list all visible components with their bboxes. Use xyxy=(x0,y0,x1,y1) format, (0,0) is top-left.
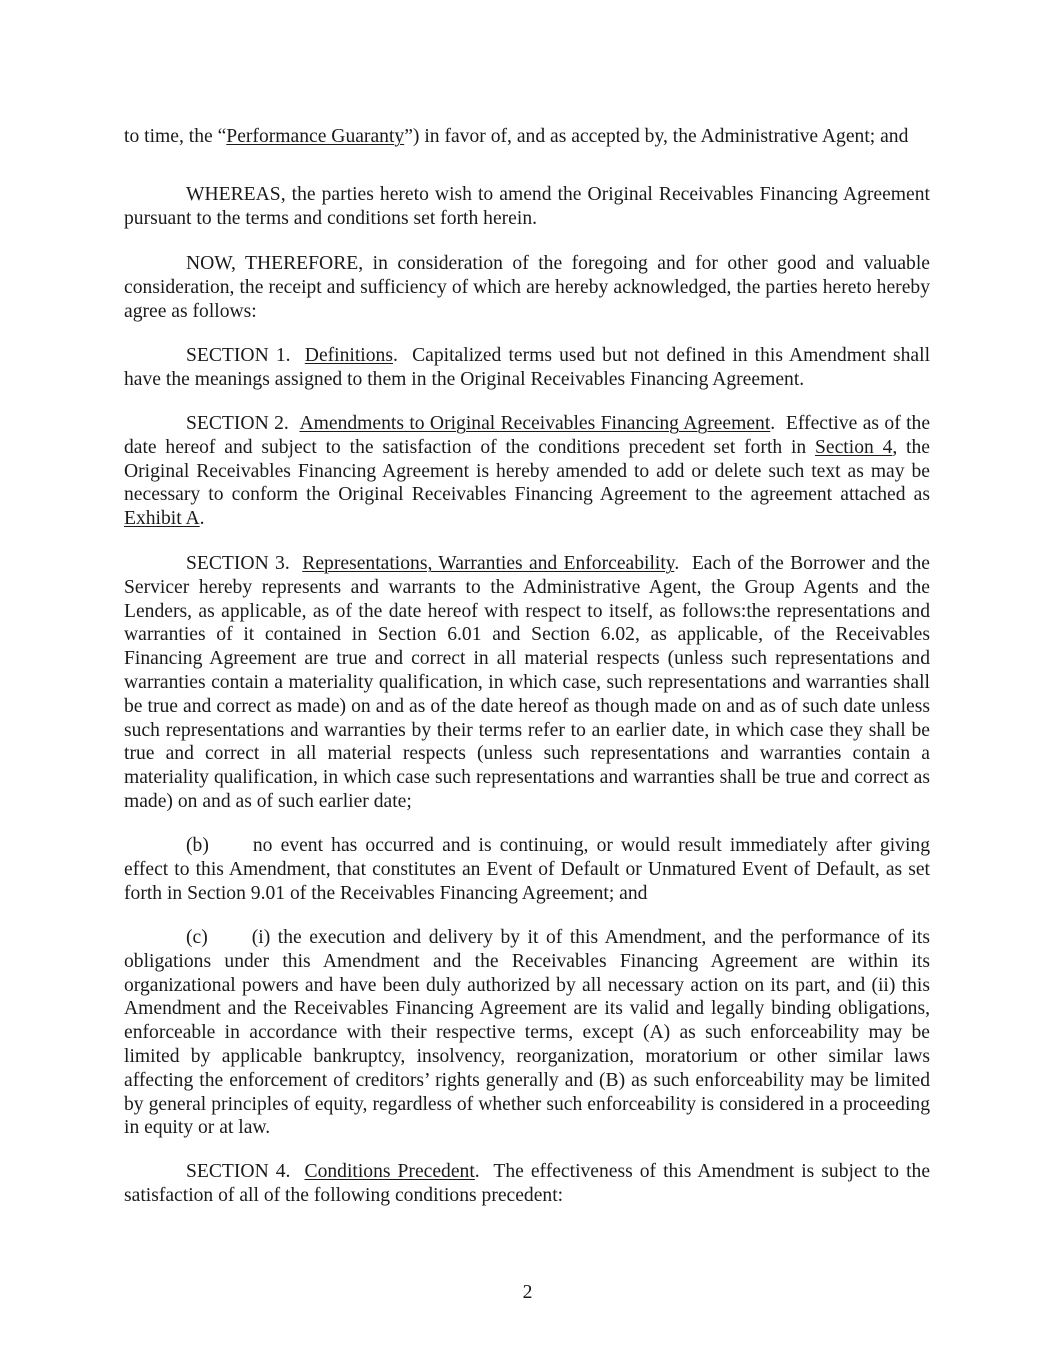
section-4-conditions-precedent: SECTION 4. Conditions Precedent. The effectiveness of this Amendment is subject to the satisfaction of all of the following conditions precedent: xyxy=(124,1161,931,1206)
cross-reference-section-4: Section 4 xyxy=(815,436,893,458)
paragraph-performance-guaranty xyxy=(124,125,930,149)
section-heading: Conditions Precedent xyxy=(304,1161,475,1182)
text: to time, the “ xyxy=(124,126,227,147)
clause-c xyxy=(124,926,930,1140)
cross-reference-exhibit-a: Exhibit A xyxy=(124,508,200,530)
section-3-representations: SECTION 3. Representations, Warranties and Enforceability. Each of the Borrower and the Servicer hereby represents and warrants to the Administrative Agent, the Group Agents and the Lenders, as applicable, as of the date hereof with respect to itself, as follows:the representations and warranties of it contained in Section 6.01 and Section 6.02, as applicable, of the Receivables Financing Agreement are true and correct in all material respects (unless such representations and warranties contain a materiality qualification, in which case, such representations and warranties shall be true and correct as made) on and as of the date hereof as though made on and as of such date unless such representations and warranties by their terms refer to an earlier date, in which case they shall be true and correct in all material respects (unless such representations and warranties contain a materiality qualification, in which case such representations and warranties shall be true and correct as made) on and as of such earlier date; xyxy=(124,553,930,812)
section-number: SECTION 3. xyxy=(186,553,290,574)
section-text: , the Original Receivables Financing Agreement is hereby amended to add or delete such text as may be necessary to conform the Original Receivables Financing Agreement to the agreement attached as xyxy=(124,436,930,506)
section-text: Effective as of the date hereof and subject to the satisfaction of the conditions precedent set forth in xyxy=(124,413,931,458)
section-number: SECTION 4. xyxy=(186,1161,291,1182)
section-text: The effectiveness of this Amendment is subject to the satisfaction of all of the following conditions precedent: xyxy=(124,1161,931,1206)
clause-b xyxy=(124,834,930,905)
section-1-definitions: SECTION 1. Definitions. Capitalized terms used but not defined in this Amendment shall have the meanings assigned to them in the Original Receivables Financing Agreement. xyxy=(124,345,931,390)
section-number: SECTION 2. xyxy=(186,413,289,434)
section-number: SECTION 1. xyxy=(186,345,291,366)
defined-term-performance-guaranty: Performance Guaranty xyxy=(226,126,405,147)
section-text: . xyxy=(199,508,205,530)
section-heading: Definitions xyxy=(304,345,393,366)
section-text: Capitalized terms used but not defined in this Amendment shall have the meanings assigned to them in the Original Receivables Financing Agreement. xyxy=(124,345,931,390)
clause-text: (i) the execution and delivery by it of this Amendment, and the performance of its obligations under this Amendment and the Receivables Financing Agreement are within its organizational powers and have been duly authorized by all necessary action on its part, and (ii) this Amendment and the Receivables Financing Agreement are its valid and legally binding obligations, enforceable in accordance with their respective terms, except (A) as such enforceability may be limited by applicable bankruptcy, insolvency, reorganization, moratorium or other similar laws affecting the enforcement of creditors’ rights generally and (B) as such enforceability may be limited by general principles of equity, regardless of whether such enforceability is considered in a proceeding in equity or at law. xyxy=(124,927,930,1139)
text: ”) in favor of, and as accepted by, the Administrative Agent; and xyxy=(404,126,909,147)
clause-label: (c) xyxy=(186,927,208,948)
page-number: 2 xyxy=(522,1282,533,1303)
paragraph-whereas: WHEREAS, the parties hereto wish to amend the Original Receivables Financing Agreement pursuant to the terms and conditions set forth herein. xyxy=(124,184,930,229)
section-text: Each of the Borrower and the Servicer hereby represents and warrants to the Administrative Agent, the Group Agents and the Lenders, as applicable, as of the date hereof with respect to itself, as follows:the representations and warranties of it contained in Section 6.01 and Section 6.02, as applicable, of the Receivables Financing Agreement are true and correct in all material respects (unless such representations and warranties contain a materiality qualification, in which case, such representations and warranties shall be true and correct as made) on and as of the date hereof as though made on and as of such date unless such representations and warranties by their terms refer to an earlier date, in which case they shall be true and correct in all material respects (unless such representations and warranties contain a materiality qualification, in which case such representations and warranties shall be true and correct as made) on and as of such earlier date; xyxy=(124,553,930,812)
section-heading: Representations, Warranties and Enforceability xyxy=(302,553,675,574)
clause-text: no event has occurred and is continuing, or would result immediately after giving effect to this Amendment, that constitutes an Event of Default or Unmatured Event of Default, as set forth in Section 9.01 of the Receivables Financing Agreement; and xyxy=(124,835,930,904)
section-2-amendments: SECTION 2. Amendments to Original Receivables Financing Agreement. Effective as of the date hereof and subject to the satisfaction of the conditions precedent set forth in Section 4, the Original Receivables Financing Agreement is hereby amended to add or delete such text as may be necessary to conform the Original Receivables Financing Agreement to the agreement attached as Exhibit A. xyxy=(124,413,931,530)
paragraph-now-therefore: NOW, THEREFORE, in consideration of the foregoing and for other good and valuable consideration, the receipt and sufficiency of which are hereby acknowledged, the parties hereto hereby agree as follows: xyxy=(124,253,930,322)
section-heading: Amendments to Original Receivables Financing Agreement xyxy=(299,413,771,434)
clause-label: (b) xyxy=(186,835,209,856)
